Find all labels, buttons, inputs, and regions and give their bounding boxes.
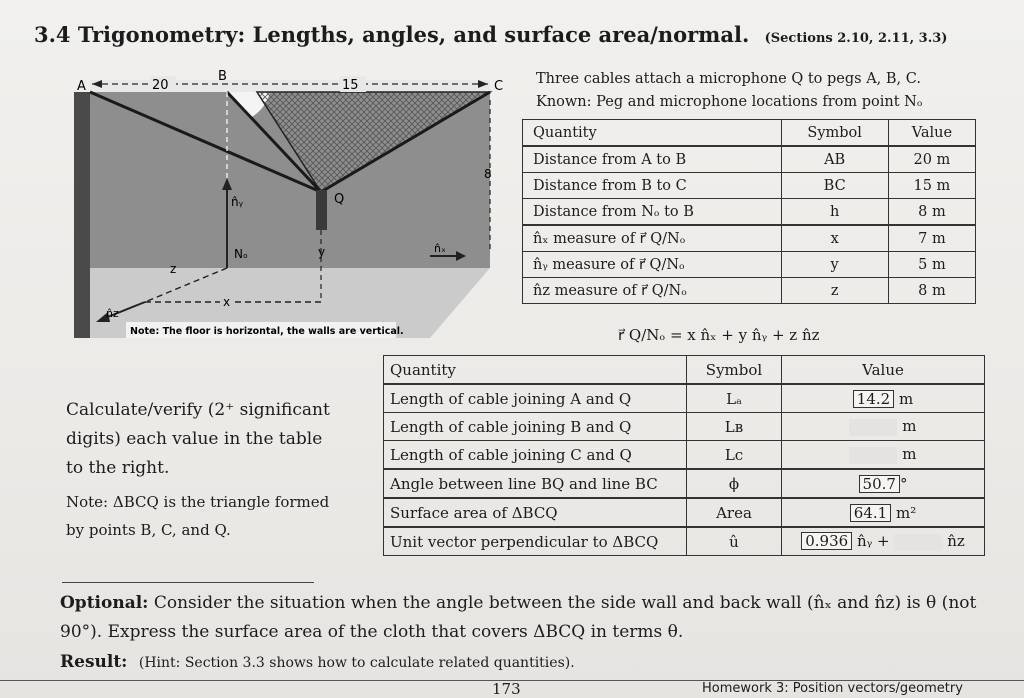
answer-blank[interactable] — [894, 534, 942, 551]
row-quantity: Length of cable joining B and Q — [384, 413, 687, 441]
row-value — [782, 441, 985, 470]
nz-label: n̂z — [106, 307, 119, 320]
unit: n̂ᵧ + — [856, 532, 890, 551]
row-symbol: Lʙ — [687, 413, 782, 441]
row-quantity: Distance from A to B — [523, 146, 782, 173]
unit: m — [902, 445, 917, 464]
table-row — [523, 225, 976, 252]
table-row — [384, 413, 985, 441]
row-symbol: z — [781, 278, 888, 304]
results-table — [383, 355, 985, 556]
row-quantity: Surface area of ΔBCQ — [384, 498, 687, 527]
row-symbol: AB — [781, 146, 888, 173]
table-row — [384, 441, 985, 470]
label-b: B — [218, 70, 227, 84]
microphone — [316, 190, 327, 230]
row-value — [782, 498, 985, 527]
table-row — [523, 173, 976, 199]
row-quantity: n̂z measure of r⃗ Q/Nₒ — [523, 278, 782, 304]
answer-box[interactable]: 64.1 — [850, 504, 891, 522]
row-value: 20 m — [888, 146, 975, 173]
optional-text: Consider the situation when the angle between the side wall and back wall (n̂ₓ and n̂z) is θ (not 90°). Express the surface area of the cloth that covers ΔBCQ in terms θ. — [60, 593, 977, 642]
dim-ab: 20 — [152, 78, 169, 93]
row-quantity: Length of cable joining C and Q — [384, 441, 687, 470]
row-quantity: Length of cable joining A and Q — [384, 384, 687, 413]
intro-line-1: Three cables attach a microphone Q to pegs A, B, C. — [536, 71, 921, 87]
unit: m — [898, 389, 914, 408]
optional-section — [60, 589, 1000, 647]
nx-label: n̂ₓ — [434, 242, 446, 255]
unit: m² — [895, 503, 917, 522]
position-equation: r⃗ Q/Nₒ = x n̂ₓ + y n̂ᵧ + z n̂z — [618, 326, 820, 344]
section-number: 3.4 — [34, 22, 71, 47]
section-title: Trigonometry: Lengths, angles, and surface area/normal. — [77, 22, 750, 47]
header-quantity: Quantity — [523, 120, 782, 147]
unit: m — [902, 417, 917, 436]
ny-label: n̂ᵧ — [231, 195, 244, 209]
table-row — [523, 278, 976, 304]
header-symbol: Symbol — [781, 120, 888, 147]
row-quantity: Distance from Nₒ to B — [523, 199, 782, 226]
label-a: A — [77, 79, 86, 94]
row-quantity: Unit vector perpendicular to ΔBCQ — [384, 527, 687, 556]
label-q: Q — [334, 192, 345, 207]
intro-line-2: Known: Peg and microphone locations from point Nₒ — [536, 94, 923, 110]
row-symbol: x — [781, 225, 888, 252]
row-symbol: h — [781, 199, 888, 226]
row-quantity: Distance from B to C — [523, 173, 782, 199]
header-quantity: Quantity — [384, 356, 687, 385]
row-value: 7 m — [888, 225, 975, 252]
answer-box[interactable]: 0.936 — [801, 532, 852, 550]
header-symbol: Symbol — [687, 356, 782, 385]
row-value — [782, 384, 985, 413]
answer-box[interactable]: 14.2 — [853, 390, 894, 408]
row-symbol: Area — [687, 498, 782, 527]
header-value: Value — [888, 120, 975, 147]
label-c: C — [494, 79, 504, 94]
axis-x: x — [223, 295, 231, 309]
unit-tail: n̂z — [947, 532, 965, 551]
row-symbol: ϕ — [687, 469, 782, 498]
calc-instruction: Calculate/verify (2⁺ significant digits) each value in the table to the right. — [66, 400, 330, 478]
cable-diagram — [70, 70, 510, 342]
row-value — [782, 527, 985, 556]
table-row — [523, 146, 976, 173]
answer-box[interactable]: 50.7 — [859, 475, 900, 493]
known-values-table — [522, 119, 976, 304]
known-header-row — [523, 120, 976, 147]
answer-blank[interactable] — [849, 447, 897, 464]
label-no: Nₒ — [234, 247, 248, 261]
side-wall — [74, 92, 90, 338]
table-row — [384, 527, 985, 556]
row-value — [782, 469, 985, 498]
dim-h: 8 — [484, 167, 492, 181]
unit: ° — [899, 474, 908, 493]
row-symbol: Lc — [687, 441, 782, 470]
row-value: 8 m — [888, 199, 975, 226]
table-row — [384, 384, 985, 413]
diagram-note: Note: The floor is horizontal, the walls are vertical. — [130, 326, 404, 337]
row-value: 8 m — [888, 278, 975, 304]
row-quantity: Angle between line BQ and line BC — [384, 469, 687, 498]
row-symbol: Lₐ — [687, 384, 782, 413]
sections-reference: (Sections 2.10, 2.11, 3.3) — [764, 31, 948, 46]
intro-text — [536, 68, 922, 114]
row-quantity: n̂ᵧ measure of r⃗ Q/Nₒ — [523, 252, 782, 278]
dim-bc: 15 — [342, 78, 359, 93]
header-value: Value — [782, 356, 985, 385]
result-label: Result: — [60, 652, 128, 672]
row-value — [782, 413, 985, 441]
page-title — [34, 22, 947, 47]
answer-blank[interactable] — [849, 419, 897, 436]
row-value: 15 m — [888, 173, 975, 199]
running-title: Homework 3: Position vectors/geometry — [702, 681, 963, 696]
result-hint: (Hint: Section 3.3 shows how to calculate related quantities). — [138, 655, 575, 671]
row-symbol: BC — [781, 173, 888, 199]
page-number: 173 — [492, 680, 521, 698]
table-row — [384, 498, 985, 527]
axis-z: z — [170, 262, 177, 276]
table-row — [384, 469, 985, 498]
triangle-note: Note: ΔBCQ is the triangle formed by points B, C, and Q. — [66, 493, 330, 539]
row-value: 5 m — [888, 252, 975, 278]
results-header-row — [384, 356, 985, 385]
optional-label: Optional: — [60, 593, 149, 613]
table-row — [523, 252, 976, 278]
divider — [62, 582, 314, 583]
table-row — [523, 199, 976, 226]
row-quantity: n̂ₓ measure of r⃗ Q/Nₒ — [523, 225, 782, 252]
row-symbol: û — [687, 527, 782, 556]
row-symbol: y — [781, 252, 888, 278]
axis-y: y — [318, 245, 326, 259]
result-section — [60, 652, 575, 672]
